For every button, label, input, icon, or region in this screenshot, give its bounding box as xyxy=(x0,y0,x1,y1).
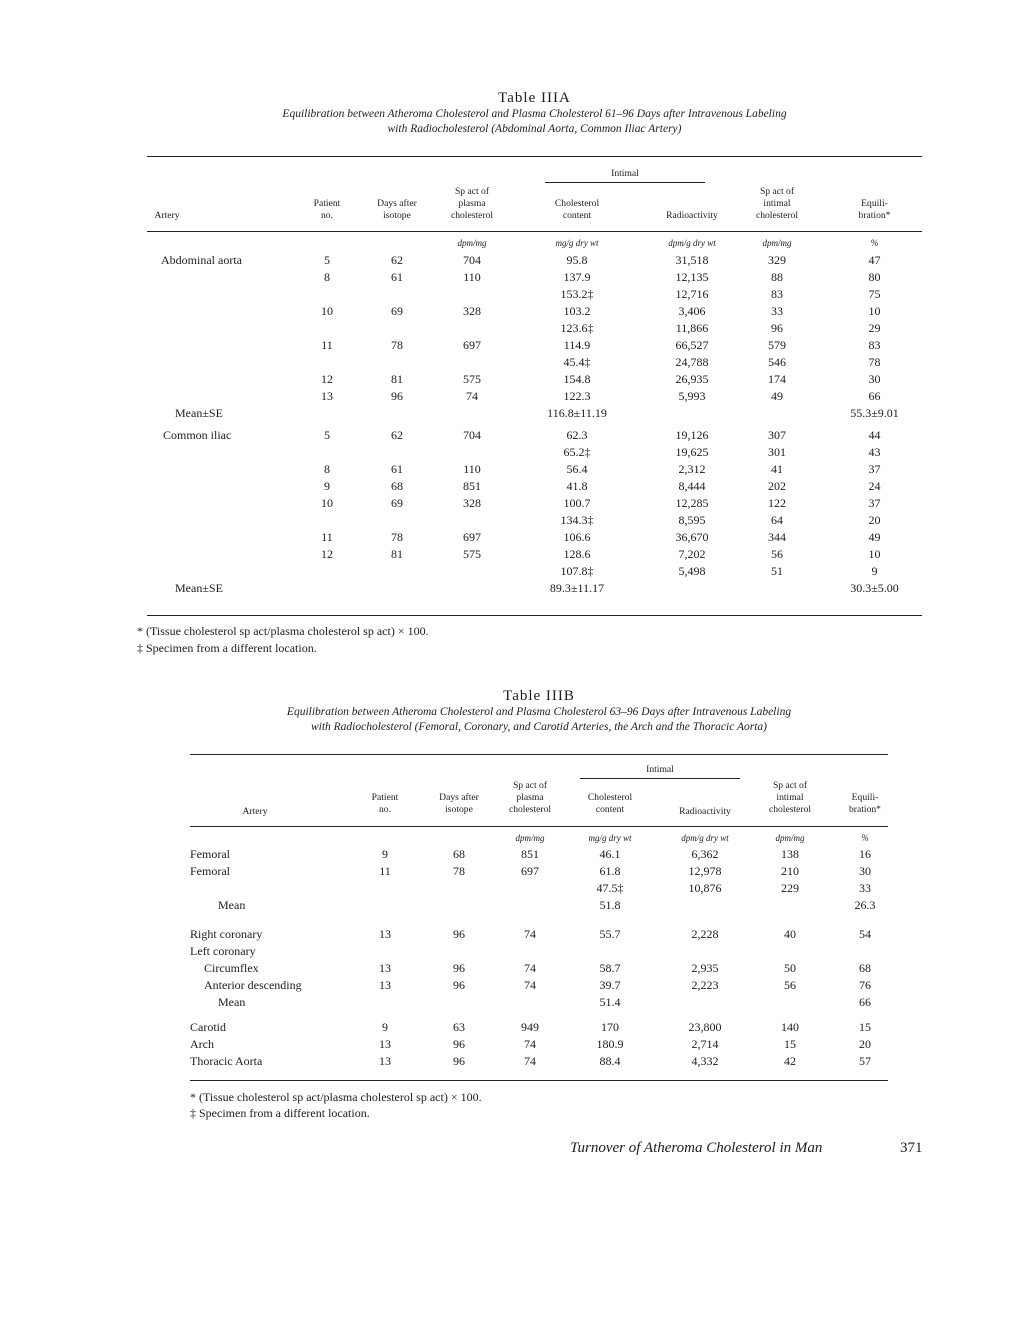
table-cell: 61.8 xyxy=(599,864,621,878)
table-iiia-footnote-1: * (Tissue cholesterol sp act/plasma cholesterol sp act) × 100. xyxy=(137,624,429,638)
table-cell: 78 xyxy=(391,338,403,352)
table-iiib-unit-intimal: dpm/mg xyxy=(775,833,805,843)
table-cell: Thoracic Aorta xyxy=(190,1054,263,1068)
table-cell: 44 xyxy=(868,428,881,442)
table-cell: 56.4 xyxy=(566,462,588,476)
table-cell: 65.2‡ xyxy=(563,445,591,459)
table-cell: 8 xyxy=(324,462,330,476)
table-cell: 134.3‡ xyxy=(560,513,594,527)
table-cell: 10,876 xyxy=(688,881,722,895)
table-cell: 301 xyxy=(768,445,786,459)
table-cell: 74 xyxy=(524,927,536,941)
table-cell: 19,625 xyxy=(675,445,709,459)
table-cell: 83 xyxy=(771,287,783,301)
table-cell: 7,202 xyxy=(678,547,706,561)
table-cell: 10 xyxy=(868,547,881,561)
table-cell: 95.8 xyxy=(566,253,588,267)
table-cell: 851 xyxy=(463,479,481,493)
table-cell: 12,978 xyxy=(688,864,722,878)
table-cell: 10 xyxy=(321,496,333,510)
table-cell: 13 xyxy=(379,1054,391,1068)
table-cell: 15 xyxy=(859,1020,871,1034)
table-iiia-col-patient: Patient no. xyxy=(313,198,341,221)
table-cell: 56 xyxy=(784,978,796,992)
table-cell: 41 xyxy=(771,462,783,476)
table-cell: 20 xyxy=(868,513,881,527)
table-cell: 30 xyxy=(859,864,871,878)
table-iiib-col-days: Days after isotope xyxy=(439,792,479,815)
table-cell: 103.2 xyxy=(563,304,591,318)
table-cell: 51 xyxy=(771,564,783,578)
table-cell: 128.6 xyxy=(563,547,591,561)
table-iiia-unit-equil: % xyxy=(870,238,879,248)
table-iiib-footnote-1: * (Tissue cholesterol sp act/plasma cholesterol sp act) × 100. xyxy=(190,1090,482,1104)
table-cell: 88.4 xyxy=(599,1054,621,1068)
table-cell: 697 xyxy=(521,864,539,878)
table-cell: 96 xyxy=(453,978,465,992)
table-cell: 58.7 xyxy=(599,961,621,975)
table-iiia-col-chol: Cholesterol content xyxy=(554,198,600,221)
table-cell: 11 xyxy=(321,530,333,544)
table-cell: 74 xyxy=(524,1054,536,1068)
table-cell: 12,285 xyxy=(675,496,709,510)
table-cell: 64 xyxy=(771,513,783,527)
page-number: 371 xyxy=(900,1140,923,1156)
table-cell: 9 xyxy=(382,1020,388,1034)
table-iiib-header-rule xyxy=(190,826,888,827)
table-cell: 88 xyxy=(771,270,783,284)
table-cell: 851 xyxy=(521,847,539,861)
table-cell: Femoral xyxy=(190,847,230,861)
table-cell: 575 xyxy=(463,547,481,561)
table-cell: 47 xyxy=(868,253,881,267)
table-iiib-col-chol: Cholesterol content xyxy=(587,792,633,815)
table-cell: 107.8‡ xyxy=(560,564,594,578)
table-iiib-unit-equil: % xyxy=(861,833,869,843)
table-cell: 96 xyxy=(391,389,403,403)
table-cell: 110 xyxy=(463,270,481,284)
table-cell: 123.6‡ xyxy=(560,321,594,335)
table-cell: 2,935 xyxy=(691,961,719,975)
table-cell: 74 xyxy=(524,1037,536,1051)
table-cell: 96 xyxy=(771,321,783,335)
table-cell: 61 xyxy=(391,462,403,476)
table-cell: Arch xyxy=(190,1037,214,1051)
table-cell: 12 xyxy=(321,372,333,386)
table-iiib-unit-plasma: dpm/mg xyxy=(515,833,545,843)
table-cell: 89.3±11.17 xyxy=(549,581,605,595)
table-cell: 45.4‡ xyxy=(563,355,591,369)
table-cell: 704 xyxy=(463,428,481,442)
table-cell: 62 xyxy=(391,253,403,267)
table-cell: 170 xyxy=(601,1020,619,1034)
table-cell: Anterior descending xyxy=(204,978,302,992)
table-iiia-bottom-rule xyxy=(147,615,922,616)
table-iiia-unit-plasma: dpm/mg xyxy=(457,238,487,248)
table-cell: 9 xyxy=(871,564,878,578)
table-cell: 78 xyxy=(868,355,881,369)
table-cell: 69 xyxy=(391,304,403,318)
table-cell: 12 xyxy=(321,547,333,561)
table-cell: 344 xyxy=(768,530,786,544)
table-cell: 96 xyxy=(453,1037,465,1051)
table-cell: 83 xyxy=(868,338,881,352)
table-cell: 33 xyxy=(771,304,783,318)
table-cell: 329 xyxy=(768,253,786,267)
table-cell: 180.9 xyxy=(596,1037,624,1051)
table-cell: 697 xyxy=(463,338,481,352)
table-cell: 174 xyxy=(768,372,786,386)
table-cell: 74 xyxy=(466,389,478,403)
table-cell: 23,800 xyxy=(688,1020,722,1034)
table-cell: 81 xyxy=(391,547,403,561)
table-cell: 78 xyxy=(391,530,403,544)
table-cell: Mean±SE xyxy=(175,581,223,595)
table-cell: 704 xyxy=(463,253,481,267)
table-cell: 5 xyxy=(324,253,330,267)
table-cell: 106.6 xyxy=(563,530,591,544)
table-cell: 137.9 xyxy=(563,270,591,284)
table-cell: 11 xyxy=(321,338,333,352)
table-cell: 19,126 xyxy=(675,428,709,442)
table-cell: 42 xyxy=(784,1054,796,1068)
table-iiia-caption xyxy=(147,90,922,137)
table-cell: 24 xyxy=(868,479,881,493)
table-iiib-subtitle-line2: with Radiocholesterol (Femoral, Coronary, and Carotid Arteries, the Arch and the Thoracic Aorta) xyxy=(310,721,768,733)
table-cell: Carotid xyxy=(190,1020,226,1034)
table-cell: 57 xyxy=(859,1054,871,1068)
table-cell: 46.1 xyxy=(599,847,621,861)
table-cell: 9 xyxy=(324,479,330,493)
table-cell: 229 xyxy=(781,881,799,895)
table-cell: 61 xyxy=(391,270,403,284)
table-cell: 11,866 xyxy=(675,321,709,335)
table-iiia xyxy=(137,90,922,660)
table-cell: 8,444 xyxy=(678,479,706,493)
table-iiia-unit-radio: dpm/g dry wt xyxy=(668,238,716,248)
table-iiib-unit-chol: mg/g dry wt xyxy=(588,833,632,843)
table-cell: 8,595 xyxy=(678,513,706,527)
table-cell: 39.7 xyxy=(599,978,621,992)
table-cell: Left coronary xyxy=(190,944,256,958)
table-iiia-col-plasma: Sp act of plasma cholesterol xyxy=(450,186,494,221)
table-iiia-col-radio: Radioactivity xyxy=(666,210,718,221)
table-cell: Femoral xyxy=(190,864,230,878)
table-cell: 36,670 xyxy=(675,530,709,544)
table-cell: 2,223 xyxy=(691,978,719,992)
table-cell: 62.3 xyxy=(566,428,588,442)
table-iiib-col-artery: Artery xyxy=(242,806,268,817)
table-iiib-intimal-header: Intimal xyxy=(646,764,674,775)
table-cell: 2,714 xyxy=(691,1037,719,1051)
table-cell: 114.9 xyxy=(563,338,591,352)
table-cell: 13 xyxy=(379,961,391,975)
table-cell: 30 xyxy=(868,372,881,386)
table-iiib-unit-radio: dpm/g dry wt xyxy=(681,833,729,843)
table-cell: 16 xyxy=(859,847,871,861)
table-cell: Common iliac xyxy=(163,428,232,442)
table-cell: 202 xyxy=(768,479,786,493)
table-cell: 37 xyxy=(868,462,881,476)
table-cell: 6,362 xyxy=(691,847,719,861)
table-cell: 66 xyxy=(868,389,881,403)
table-cell: 20 xyxy=(859,1037,871,1051)
table-iiia-unit-chol: mg/g dry wt xyxy=(555,238,599,248)
table-iiia-col-artery: Artery xyxy=(154,210,180,221)
table-iiib-caption xyxy=(190,688,888,735)
table-cell: 140 xyxy=(781,1020,799,1034)
table-cell: 15 xyxy=(784,1037,796,1051)
table-iiia-header-rule xyxy=(147,231,922,232)
table-cell: 24,788 xyxy=(675,355,709,369)
table-cell: Mean xyxy=(218,995,246,1009)
table-iiib-col-plasma: Sp act of plasma cholesterol xyxy=(508,780,552,815)
table-cell: 5,498 xyxy=(678,564,706,578)
table-cell: 40 xyxy=(784,927,796,941)
table-cell: 49 xyxy=(868,530,881,544)
table-cell: 138 xyxy=(781,847,799,861)
table-cell: 10 xyxy=(321,304,333,318)
table-cell: 96 xyxy=(453,927,465,941)
table-cell: Mean±SE xyxy=(175,406,223,420)
table-cell: 62 xyxy=(391,428,403,442)
table-cell: 29 xyxy=(868,321,881,335)
table-cell: 116.8±11.19 xyxy=(547,406,607,420)
table-cell: 30.3±5.00 xyxy=(850,581,899,595)
table-cell: 41.8 xyxy=(566,479,588,493)
table-cell: 2,312 xyxy=(678,462,706,476)
table-cell: 328 xyxy=(463,496,481,510)
table-cell: 96 xyxy=(453,961,465,975)
table-cell: 81 xyxy=(391,372,403,386)
table-iiia-col-equil: Equili- bration* xyxy=(858,198,891,221)
table-cell: 43 xyxy=(868,445,881,459)
table-iiia-subtitle-line2: with Radiocholesterol (Abdominal Aorta, Common Iliac Artery) xyxy=(387,123,682,135)
table-iiib-col-intimal: Sp act of intimal cholesterol xyxy=(768,780,812,815)
table-cell: 8 xyxy=(324,270,330,284)
table-cell: 96 xyxy=(453,1054,465,1068)
table-cell: 2,228 xyxy=(691,927,719,941)
table-iiia-subtitle-line1: Equilibration between Atheroma Cholesterol and Plasma Cholesterol 61–96 Days after Intravenous Labeling xyxy=(282,108,787,120)
table-cell: 12,716 xyxy=(675,287,709,301)
table-iiia-footnote-2: ‡ Specimen from a different location. xyxy=(137,641,317,655)
table-cell: 3,406 xyxy=(678,304,706,318)
table-cell: 10 xyxy=(868,304,881,318)
table-cell: 110 xyxy=(463,462,481,476)
table-cell: 74 xyxy=(524,961,536,975)
table-cell: 154.8 xyxy=(563,372,591,386)
table-cell: 47.5‡ xyxy=(596,881,624,895)
table-cell: 949 xyxy=(521,1020,539,1034)
table-iiia-intimal-header: Intimal xyxy=(611,168,639,179)
table-cell: Mean xyxy=(218,898,246,912)
table-cell: 13 xyxy=(379,978,391,992)
table-cell: 100.7 xyxy=(563,496,591,510)
table-cell: 68 xyxy=(391,479,403,493)
table-cell: 13 xyxy=(379,927,391,941)
table-cell: 66,527 xyxy=(675,338,709,352)
table-iiia-col-days: Days after isotope xyxy=(377,198,417,221)
table-cell: 78 xyxy=(453,864,465,878)
table-cell: 80 xyxy=(868,270,881,284)
table-iiia-intimal-rule xyxy=(545,182,705,183)
table-cell: 307 xyxy=(768,428,786,442)
table-cell: 12,135 xyxy=(675,270,709,284)
table-cell: Abdominal aorta xyxy=(161,253,242,267)
table-cell: 74 xyxy=(524,978,536,992)
table-cell: 63 xyxy=(453,1020,465,1034)
table-cell: 13 xyxy=(321,389,333,403)
table-cell: 13 xyxy=(379,1037,391,1051)
table-cell: 76 xyxy=(859,978,871,992)
table-cell: 56 xyxy=(771,547,783,561)
table-iiia-title: Table IIIA xyxy=(498,90,571,106)
table-cell: Circumflex xyxy=(204,961,259,975)
table-cell: 55.7 xyxy=(599,927,621,941)
table-cell: 575 xyxy=(463,372,481,386)
table-cell: 31,518 xyxy=(675,253,709,267)
table-iiib-col-patient: Patient no. xyxy=(371,792,399,815)
table-iiia-unit-intimal: dpm/mg xyxy=(762,238,792,248)
table-cell: 66 xyxy=(859,995,871,1009)
table-cell: 26.3 xyxy=(854,898,876,912)
table-cell: 5,993 xyxy=(678,389,706,403)
running-title: Turnover of Atheroma Cholesterol in Man xyxy=(570,1140,823,1156)
table-iiib-title: Table IIIB xyxy=(503,688,575,704)
table-cell: 55.3±9.01 xyxy=(850,406,899,420)
table-cell: Right coronary xyxy=(190,927,263,941)
table-cell: 51.8 xyxy=(599,898,621,912)
table-cell: 75 xyxy=(868,287,881,301)
table-iiib-top-rule xyxy=(190,754,888,755)
table-iiib xyxy=(190,688,888,1128)
table-cell: 69 xyxy=(391,496,403,510)
table-iiib-bottom-rule xyxy=(190,1080,888,1081)
table-iiib-intimal-rule xyxy=(580,778,740,779)
table-cell: 68 xyxy=(859,961,871,975)
table-cell: 579 xyxy=(768,338,786,352)
table-cell: 26,935 xyxy=(675,372,709,386)
table-cell: 9 xyxy=(382,847,388,861)
table-cell: 50 xyxy=(784,961,796,975)
table-cell: 697 xyxy=(463,530,481,544)
table-cell: 122 xyxy=(768,496,786,510)
table-iiib-subtitle-line1: Equilibration between Atheroma Cholesterol and Plasma Cholesterol 63–96 Days after Intravenous Labeling xyxy=(286,706,792,718)
table-cell: 328 xyxy=(463,304,481,318)
table-cell: 153.2‡ xyxy=(560,287,594,301)
table-cell: 49 xyxy=(771,389,783,403)
table-cell: 68 xyxy=(453,847,465,861)
table-iiib-col-equil: Equili- bration* xyxy=(849,792,881,815)
table-cell: 210 xyxy=(781,864,799,878)
table-cell: 51.4 xyxy=(599,995,621,1009)
table-cell: 5 xyxy=(324,428,330,442)
table-cell: 122.3 xyxy=(563,389,591,403)
table-cell: 33 xyxy=(859,881,871,895)
table-iiia-col-intimal: Sp act of intimal cholesterol xyxy=(755,186,799,221)
table-cell: 11 xyxy=(379,864,391,878)
table-iiib-footnote-2: ‡ Specimen from a different location. xyxy=(190,1106,370,1120)
table-cell: 37 xyxy=(868,496,881,510)
table-cell: 4,332 xyxy=(691,1054,719,1068)
table-iiia-top-rule xyxy=(147,156,922,157)
table-cell: 546 xyxy=(768,355,786,369)
table-cell: 54 xyxy=(859,927,871,941)
table-iiib-col-radio: Radioactivity xyxy=(679,806,731,817)
